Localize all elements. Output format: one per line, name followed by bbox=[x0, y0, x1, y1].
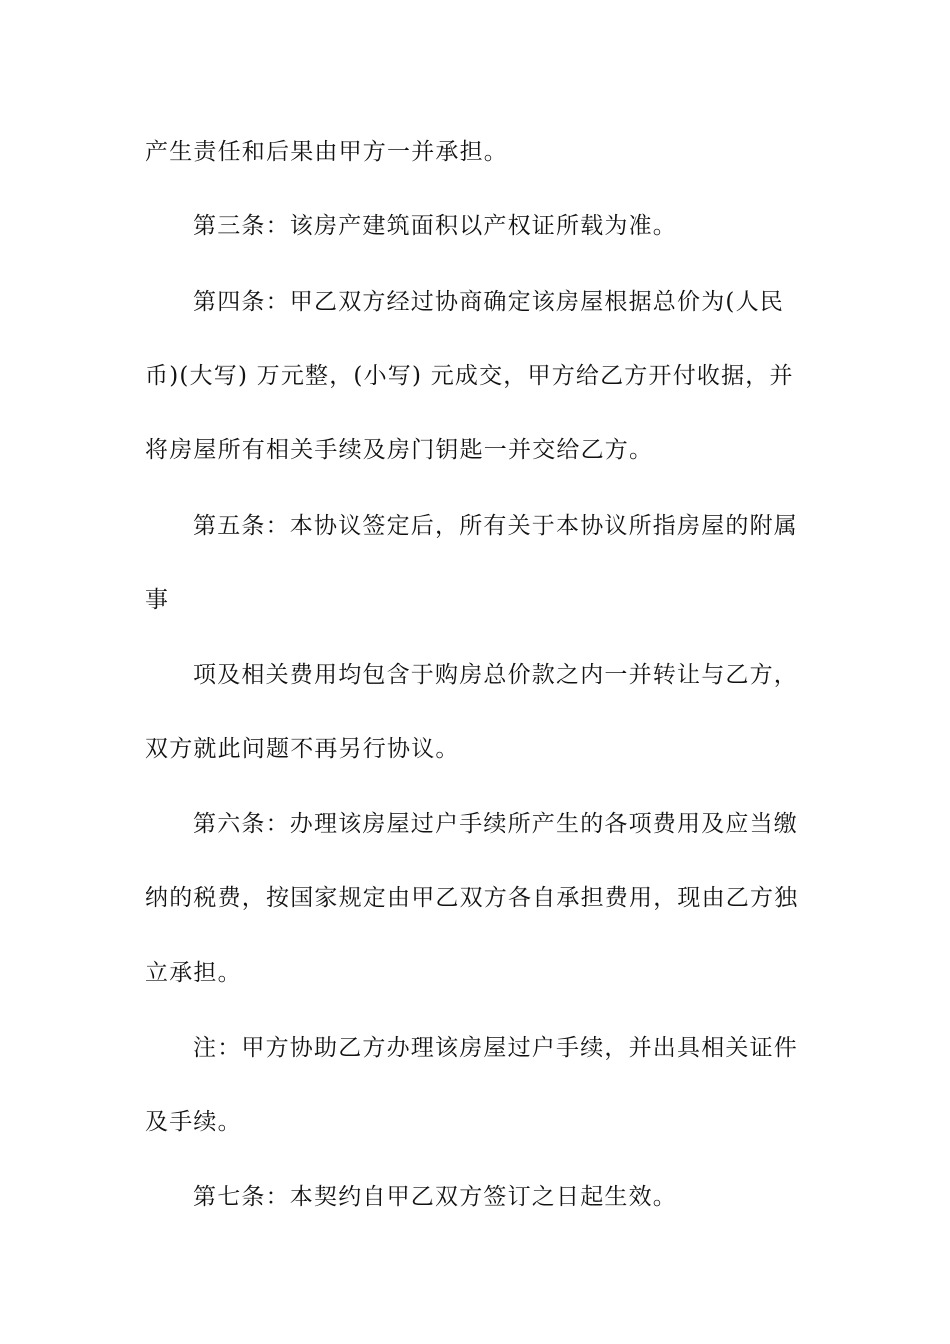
text-line: 纳的税费，按国家规定由甲乙双方各自承担费用，现由乙方独 bbox=[145, 885, 799, 911]
text-line: 将房屋所有相关手续及房门钥匙一并交给乙方。 bbox=[145, 437, 654, 463]
clause-6-line: 第六条：办理该房屋过户手续所产生的各项费用及应当缴 bbox=[193, 811, 798, 837]
text-line: 项及相关费用均包含于购房总价款之内一并转让与乙方， bbox=[193, 662, 798, 688]
text-line: 事 bbox=[145, 587, 170, 613]
text-line: 立承担。 bbox=[145, 960, 242, 986]
text-line: 及手续。 bbox=[145, 1109, 242, 1135]
clause-4-line: 第四条：甲乙双方经过协商确定该房屋根据总价为(人民 bbox=[193, 289, 784, 315]
clause-3-line: 第三条：该房产建筑面积以产权证所载为准。 bbox=[193, 213, 677, 239]
text-line: 币)(大写) 万元整，(小写) 元成交，甲方给乙方开付收据，并 bbox=[145, 363, 794, 389]
text-line: 产生责任和后果由甲方一并承担。 bbox=[145, 139, 508, 165]
clause-5-line: 第五条：本协议签定后，所有关于本协议所指房屋的附属 bbox=[193, 513, 798, 539]
note-line: 注：甲方协助乙方办理该房屋过户手续，并出具相关证件 bbox=[193, 1035, 798, 1061]
clause-7-line: 第七条：本契约自甲乙双方签订之日起生效。 bbox=[193, 1184, 677, 1210]
text-line: 双方就此问题不再另行协议。 bbox=[145, 736, 460, 762]
